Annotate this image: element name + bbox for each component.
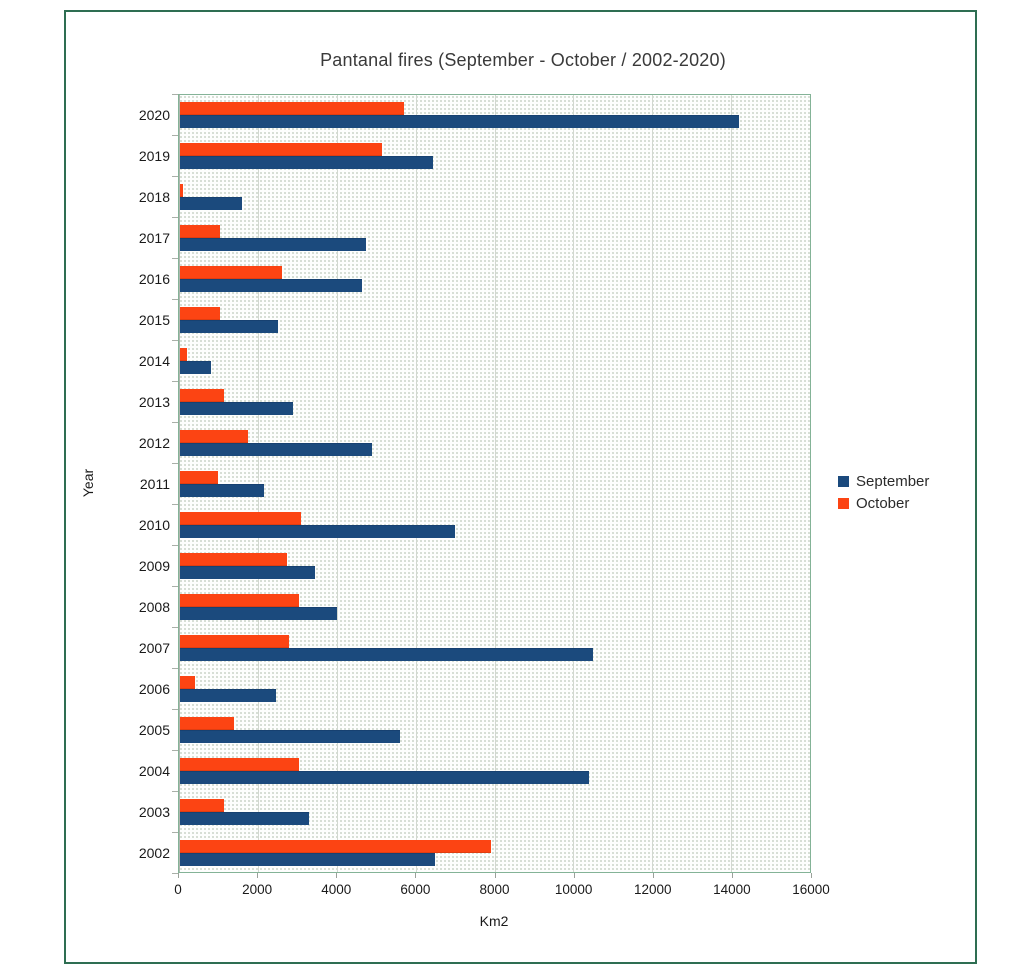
x-tick-label-2000: 2000: [242, 882, 273, 897]
bar-group-2018: [179, 177, 810, 218]
bar-october-2007: [179, 635, 289, 648]
legend-item-september: [838, 470, 929, 492]
bar-group-2020: [179, 95, 810, 136]
bar-group-2016: [179, 259, 810, 300]
bar-september-2008: [179, 607, 337, 620]
bar-group-2009: [179, 546, 810, 587]
bar-group-2012: [179, 423, 810, 464]
x-axis-tick-16000: [811, 873, 812, 878]
bar-september-2012: [179, 443, 372, 456]
year-label-2010: 2010: [138, 516, 170, 533]
bar-group-2004: [179, 751, 810, 792]
bar-october-2004: [179, 758, 299, 771]
year-label-2008: 2008: [138, 598, 170, 615]
bar-october-2017: [179, 225, 220, 238]
bar-october-2005: [179, 717, 234, 730]
x-tick-label-14000: 14000: [713, 882, 751, 897]
bar-september-2003: [179, 812, 309, 825]
y-axis-line: [179, 95, 180, 872]
year-label-2020: 2020: [138, 106, 170, 123]
bar-group-2008: [179, 587, 810, 628]
bar-group-2013: [179, 382, 810, 423]
year-label-2014: 2014: [138, 352, 170, 369]
bar-october-2020: [179, 102, 404, 115]
chart-frame: [64, 10, 977, 964]
year-label-2011: 2011: [139, 475, 170, 492]
year-label-2002: 2002: [138, 844, 170, 861]
year-label-2009: 2009: [138, 557, 170, 574]
x-axis: [174, 873, 830, 907]
bar-october-2003: [179, 799, 224, 812]
bar-october-2014: [179, 348, 187, 361]
bar-october-2010: [179, 512, 301, 525]
bar-september-2018: [179, 197, 242, 210]
year-label-2007: 2007: [138, 639, 170, 656]
year-label-2017: 2017: [138, 229, 170, 246]
bar-september-2014: [179, 361, 211, 374]
bar-group-2003: [179, 792, 810, 833]
year-label-2013: 2013: [138, 393, 170, 410]
bar-october-2002: [179, 840, 491, 853]
bar-september-2013: [179, 402, 293, 415]
bar-october-2015: [179, 307, 220, 320]
bar-october-2012: [179, 430, 248, 443]
year-label-2006: 2006: [138, 680, 170, 697]
bar-october-2019: [179, 143, 382, 156]
bar-october-2008: [179, 594, 299, 607]
x-tick-label-6000: 6000: [400, 882, 431, 897]
bar-group-2015: [179, 300, 810, 341]
year-label-2015: 2015: [138, 311, 170, 328]
bar-september-2017: [179, 238, 366, 251]
legend-label-september: September: [856, 472, 930, 490]
bar-group-2010: [179, 505, 810, 546]
bar-september-2010: [179, 525, 455, 538]
bar-september-2007: [179, 648, 593, 661]
bar-september-2009: [179, 566, 315, 579]
x-tick-label-0: 0: [174, 882, 182, 897]
bar-october-2013: [179, 389, 224, 402]
y-axis-category-labels: [94, 94, 170, 873]
year-label-2004: 2004: [138, 762, 170, 779]
y-axis-title: Year: [80, 468, 97, 498]
bar-october-2009: [179, 553, 287, 566]
plot-area: [178, 94, 811, 873]
legend-swatch-september: [838, 476, 849, 487]
x-tick-label-10000: 10000: [554, 882, 593, 897]
bar-group-2014: [179, 341, 810, 382]
year-label-2005: 2005: [138, 721, 170, 738]
legend-swatch-october: [838, 498, 849, 509]
x-axis-title: Km2: [479, 913, 509, 929]
bar-september-2020: [179, 115, 739, 128]
bar-september-2016: [179, 279, 362, 292]
bar-september-2015: [179, 320, 278, 333]
bar-october-2016: [179, 266, 282, 279]
bar-group-2006: [179, 669, 810, 710]
bar-september-2005: [179, 730, 400, 743]
bar-september-2004: [179, 771, 589, 784]
bar-group-2019: [179, 136, 810, 177]
bar-september-2006: [179, 689, 276, 702]
bar-group-2017: [179, 218, 810, 259]
year-label-2019: 2019: [138, 147, 170, 164]
bar-group-2007: [179, 628, 810, 669]
bar-group-2011: [179, 464, 810, 505]
year-label-2012: 2012: [138, 434, 170, 451]
bar-september-2019: [179, 156, 433, 169]
year-label-2003: 2003: [138, 803, 170, 820]
bar-october-2006: [179, 676, 195, 689]
chart-title: Pantanal fires (September - October / 2002-2020): [320, 50, 726, 70]
x-tick-label-8000: 8000: [479, 882, 510, 897]
x-tick-label-16000: 16000: [792, 882, 830, 897]
year-label-2018: 2018: [138, 188, 170, 205]
legend: [838, 470, 929, 514]
bar-october-2011: [179, 471, 218, 484]
bar-september-2002: [179, 853, 435, 866]
legend-item-october: [838, 492, 929, 514]
legend-label-october: October: [856, 494, 910, 512]
bar-group-2002: [179, 833, 810, 874]
x-tick-label-4000: 4000: [321, 882, 352, 897]
x-tick-label-12000: 12000: [633, 882, 672, 897]
bar-september-2011: [179, 484, 264, 497]
bar-group-2005: [179, 710, 810, 751]
year-label-2016: 2016: [138, 270, 170, 287]
